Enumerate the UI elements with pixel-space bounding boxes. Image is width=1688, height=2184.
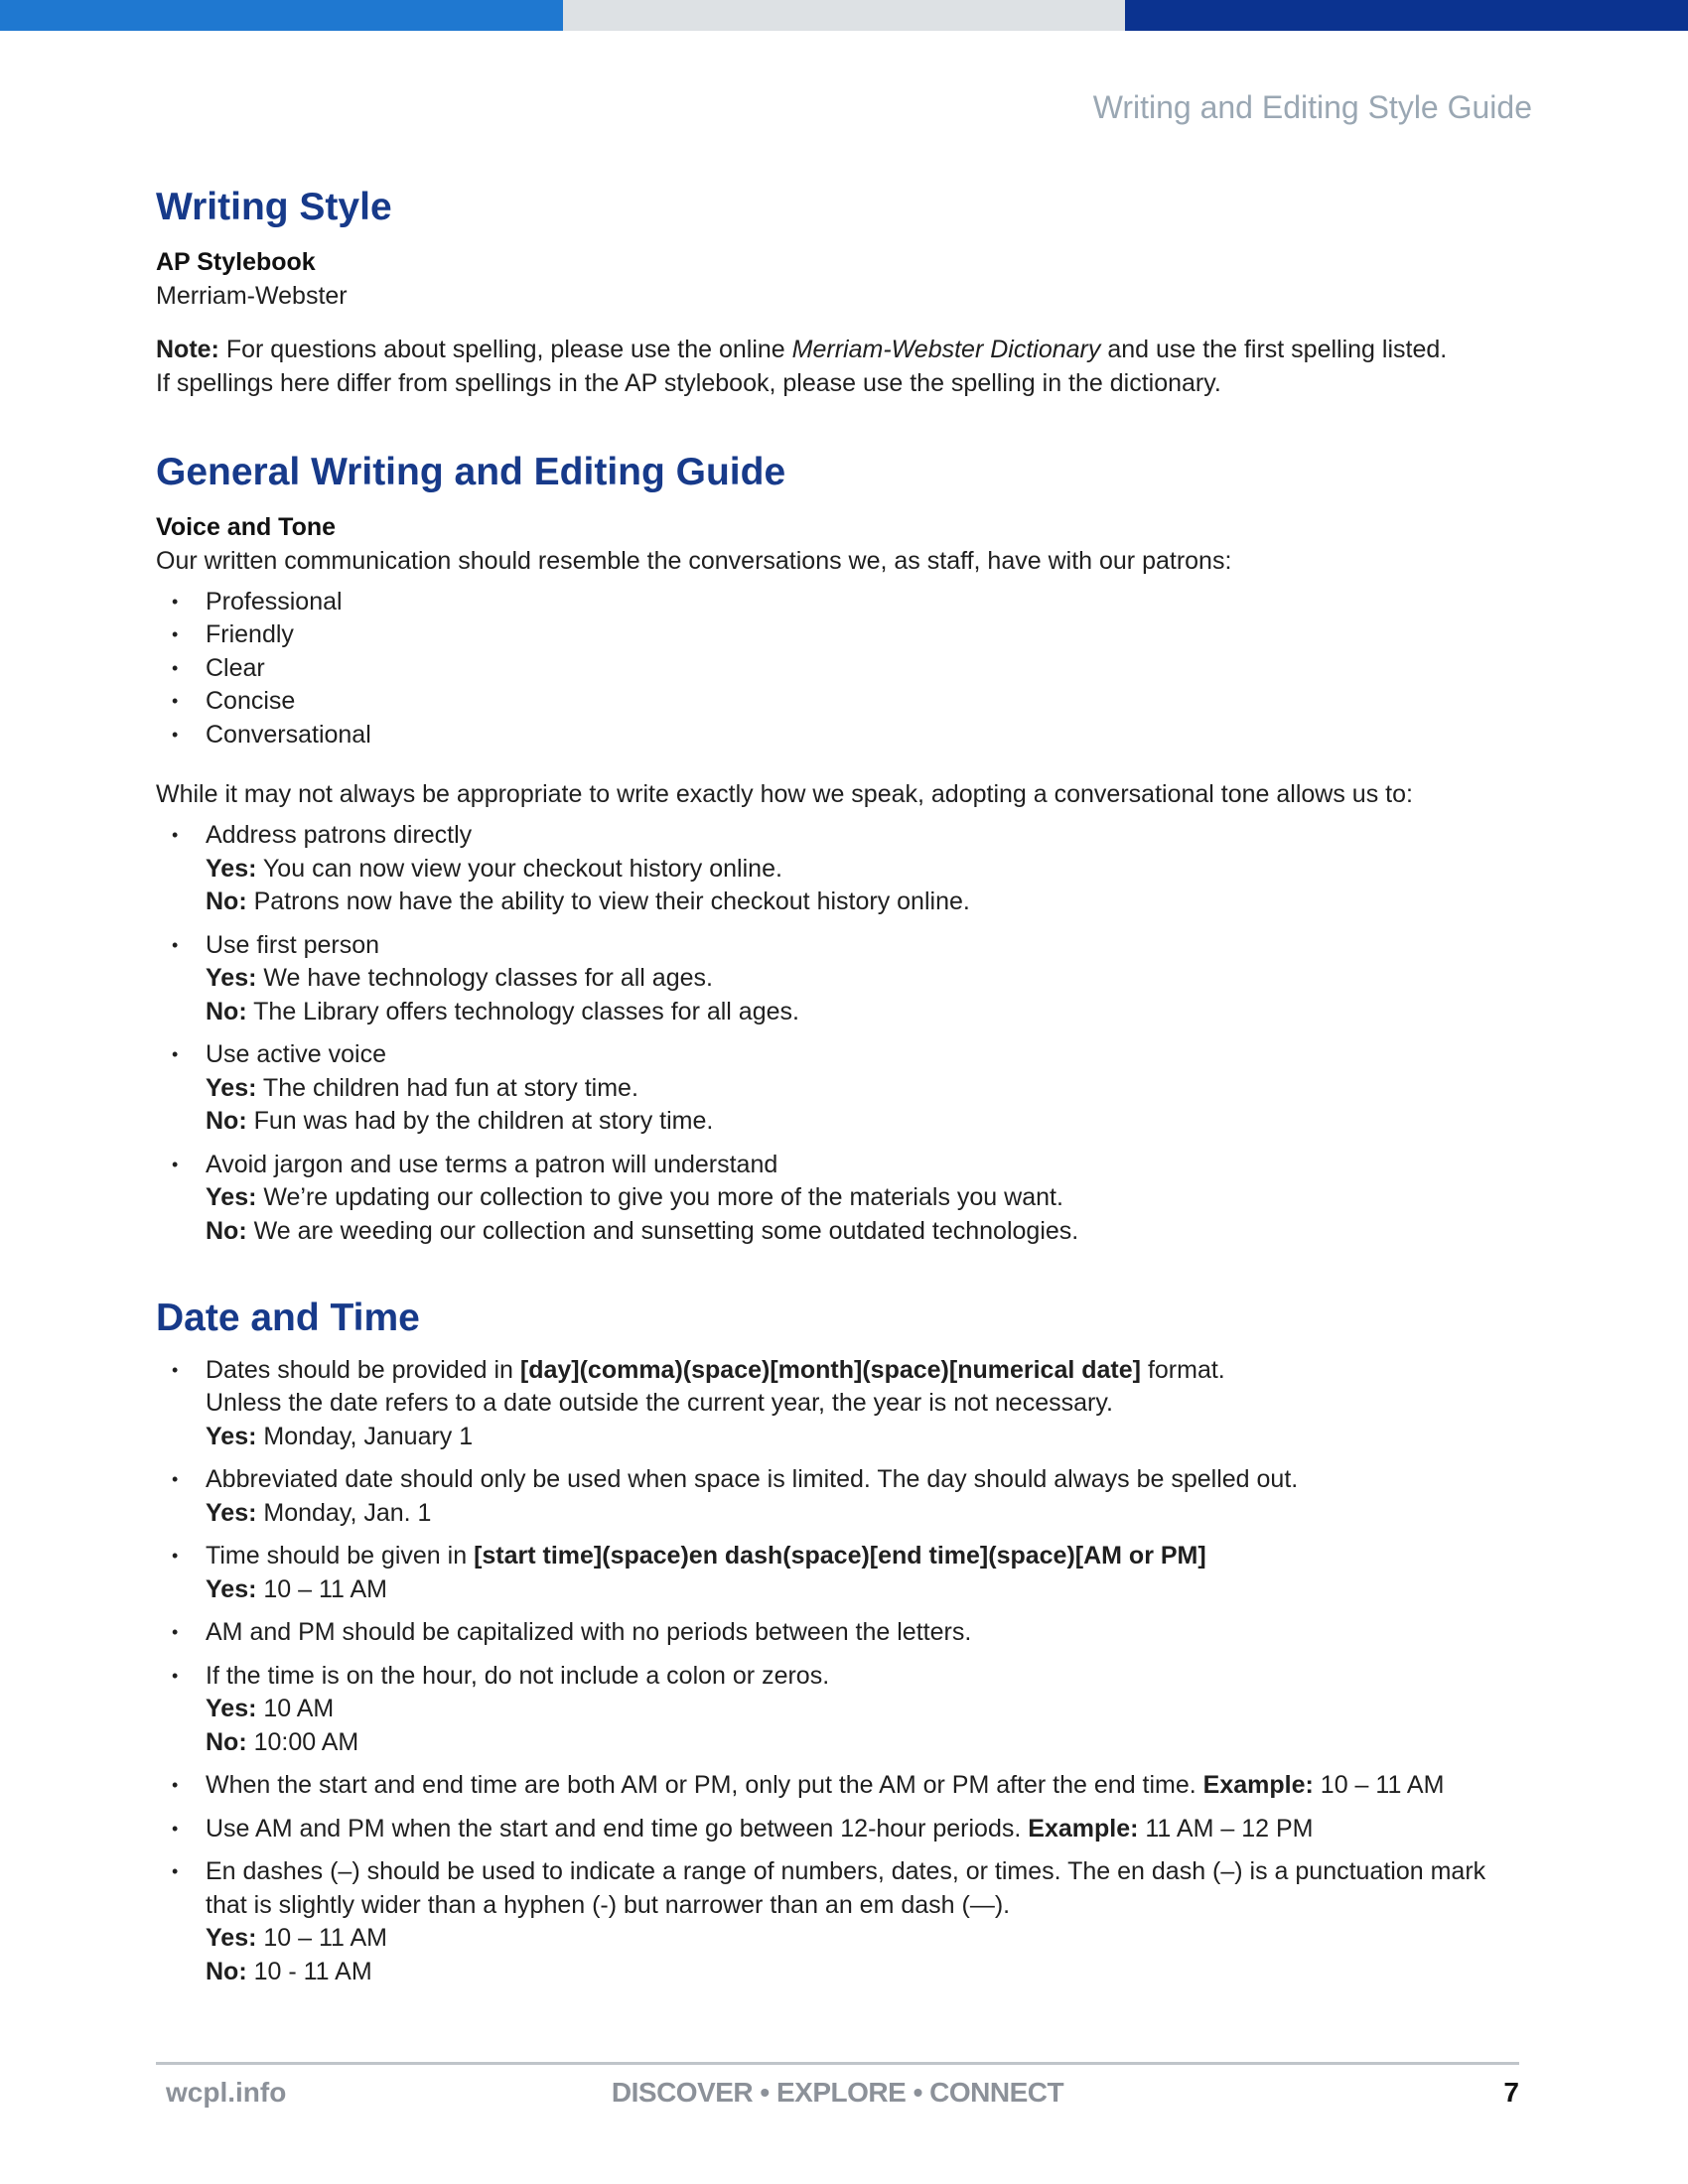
list-item: • Dates should be provided in [day](comma)(space)[month](space)[numerical date] format. Unless the date refers to a date outside the current year, the year is not necessary. Yes: Monday, January 1: [156, 1354, 1546, 1454]
spelling-note: Note: For questions about spelling, please use the online Merriam-Webster Dictionary and use the first spelling listed.: [156, 335, 1448, 363]
top-bar-segment-navy: [1125, 0, 1688, 31]
list-item: • Use active voice Yes: The children had fun at story time. No: Fun was had by the children at story time.: [156, 1038, 1546, 1139]
section-title-writing-style: Writing Style: [156, 186, 392, 228]
list-item: • Use first person Yes: We have technology classes for all ages. No: The Library offers technology classes for all ages.: [156, 929, 1546, 1029]
list-item: • Conversational: [156, 719, 1546, 752]
footer-tagline: DISCOVER • EXPLORE • CONNECT: [611, 2077, 1064, 2108]
top-bar-segment-gray: [563, 0, 1126, 31]
list-item: • Friendly: [156, 618, 1546, 652]
list-item: • When the start and end time are both AM or PM, only put the AM or PM after the end time. Example: 10 – 11 AM: [156, 1769, 1546, 1803]
dictionary-title: Merriam-Webster Dictionary: [791, 335, 1101, 363]
section-title-general-guide: General Writing and Editing Guide: [156, 450, 786, 493]
list-item: • Address patrons directly Yes: You can now view your checkout history online. No: Patrons now have the ability to view their checkout history online.: [156, 819, 1546, 919]
list-item: • Use AM and PM when the start and end time go between 12-hour periods. Example: 11 AM – 12 PM: [156, 1813, 1546, 1846]
footer-divider: [156, 2062, 1519, 2065]
note-label: Note:: [156, 335, 219, 363]
page-footer: [156, 2077, 1519, 2116]
conversational-list: [156, 819, 1546, 1248]
list-item: • Concise: [156, 685, 1546, 719]
list-item: • Professional: [156, 586, 1546, 619]
list-item: • Abbreviated date should only be used when space is limited. The day should always be spelled out. Yes: Monday, Jan. 1: [156, 1463, 1546, 1530]
date-time-list: [156, 1354, 1546, 1989]
list-item: • Clear: [156, 652, 1546, 686]
merriam-webster-label: Merriam-Webster: [156, 281, 348, 310]
footer-site-link[interactable]: wcpl.info: [166, 2077, 287, 2108]
page-number: 7: [1503, 2077, 1519, 2108]
list-item: • AM and PM should be capitalized with no periods between the letters.: [156, 1616, 1546, 1650]
conversational-intro: While it may not always be appropriate to write exactly how we speak, adopting a conversational tone allows us to:: [156, 780, 1413, 809]
section-title-date-time: Date and Time: [156, 1297, 420, 1340]
voice-tone-title: Voice and Tone: [156, 512, 337, 541]
list-item: • If the time is on the hour, do not include a colon or zeros. Yes: 10 AM No: 10:00 AM: [156, 1660, 1546, 1760]
running-header: Writing and Editing Style Guide: [1092, 89, 1532, 125]
list-item: • Time should be given in [start time](space)en dash(space)[end time](space)[AM or PM] Yes: 10 – 11 AM: [156, 1540, 1546, 1606]
list-item: • En dashes (–) should be used to indicate a range of numbers, dates, or times. The en dash (–) is a punctuation mark that is slightly wider than a hyphen (-) but narrower than an em dash (—). Yes: 10 – 11 AM No: 10 - 11 AM: [156, 1855, 1546, 1988]
page-content: [156, 185, 1546, 1998]
tone-list: [156, 586, 1546, 752]
spelling-note-line-2: If spellings here differ from spellings in the AP stylebook, please use the spelling in the dictionary.: [156, 368, 1221, 397]
top-bar-segment-blue: [0, 0, 563, 31]
top-color-bar: [0, 0, 1688, 31]
list-item: • Avoid jargon and use terms a patron will understand Yes: We’re updating our collection to give you more of the materials you want. No: We are weeding our collection and sunsetting some outdated technologies.: [156, 1149, 1546, 1249]
ap-stylebook-label: AP Stylebook: [156, 247, 316, 276]
voice-tone-intro: Our written communication should resemble the conversations we, as staff, have with our patrons:: [156, 546, 1232, 575]
